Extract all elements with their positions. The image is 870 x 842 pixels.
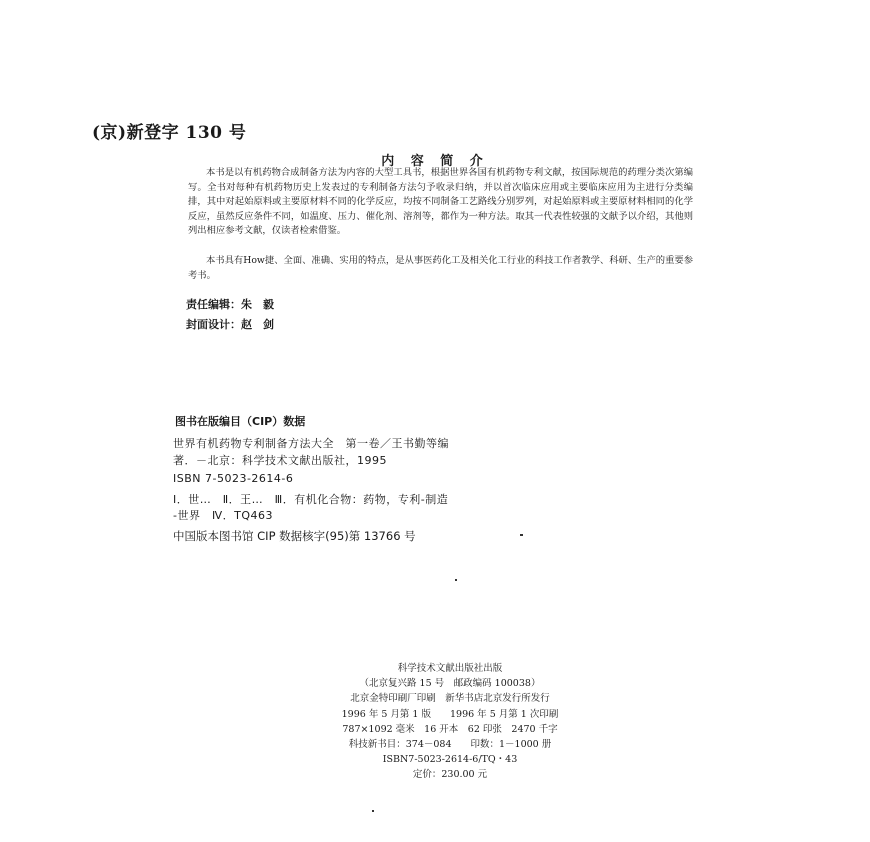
registration-number: (京)新登字 130 号 (92, 123, 247, 143)
scan-speck (372, 810, 374, 812)
intro-paragraph-1: 本书是以有机药物合成制备方法为内容的大型工具书，根据世界各国有机药物专利文献，按国际规范的药理分类次第编写。全书对每种有机药物历史上发表过的专利制备方法匀予收录归纳，并以首次临床应用或主要临床应用为主进行分类编排，其中对起始原料或主要原材料不同的化学反应，均按不同制备工艺路线分别罗列，对起始原料或主要原材料相同的化学反应，虽然反应条件不同，如温度、压力、催化剂、溶剂等，都作为一种方法。取其一代表性较强的文献予以介绍，其他则列出相应参考文献，仅读者检索借鉴。 (188, 167, 693, 236)
cip-line-1: 世界有机药物专利制备方法大全 第一卷／王书勤等编 (173, 437, 449, 450)
catalog-number: 科技新书目：374－084 印数：1－1000 册 (348, 739, 552, 750)
cip-line-2: 著．－北京：科学技术文献出版社，1995 (173, 454, 387, 467)
responsible-editor: 责任编辑：朱 毅 (186, 298, 274, 311)
scan-speck (455, 579, 457, 581)
intro-paragraph-2: 本书具有How捷、全面、准确、实用的特点，是从事医药化工及相关化工行业的科技工作者教学、科研、生产的重要参考书。 (188, 255, 693, 281)
isbn: ISBN7-5023-2614-6/TQ・43 (382, 754, 518, 765)
edition: 1996 年 5 月第 1 版 1996 年 5 月第 1 次印刷 (341, 709, 559, 720)
cip-heading: 图书在版编目（CIP）数据 (175, 415, 306, 428)
intro-title: 内 容 简 介 (381, 154, 489, 169)
publisher-address: （北京复兴路 15 号 邮政编码 100038） (359, 678, 541, 689)
format: 787×1092 毫米 16 开本 62 印张 2470 千字 (342, 724, 558, 735)
cover-designer: 封面设计：赵 剑 (186, 318, 274, 331)
cip-line-3: ISBN 7-5023-2614-6 (173, 472, 294, 485)
cip-check-number: 中国版本图书馆 CIP 数据核字(95)第 13766 号 (173, 529, 416, 543)
price: 定价：230.00 元 (412, 769, 488, 780)
printer: 北京金特印刷厂印刷 新华书店北京发行所发行 (350, 693, 550, 704)
scan-speck (520, 534, 523, 536)
cip-line-5: -世界 Ⅳ．TQ463 (173, 509, 273, 522)
publisher: 科学技术文献出版社出版 (397, 663, 503, 674)
cip-line-4: Ⅰ．世… Ⅱ．王… Ⅲ．有机化合物：药物，专利-制造 (173, 493, 449, 506)
